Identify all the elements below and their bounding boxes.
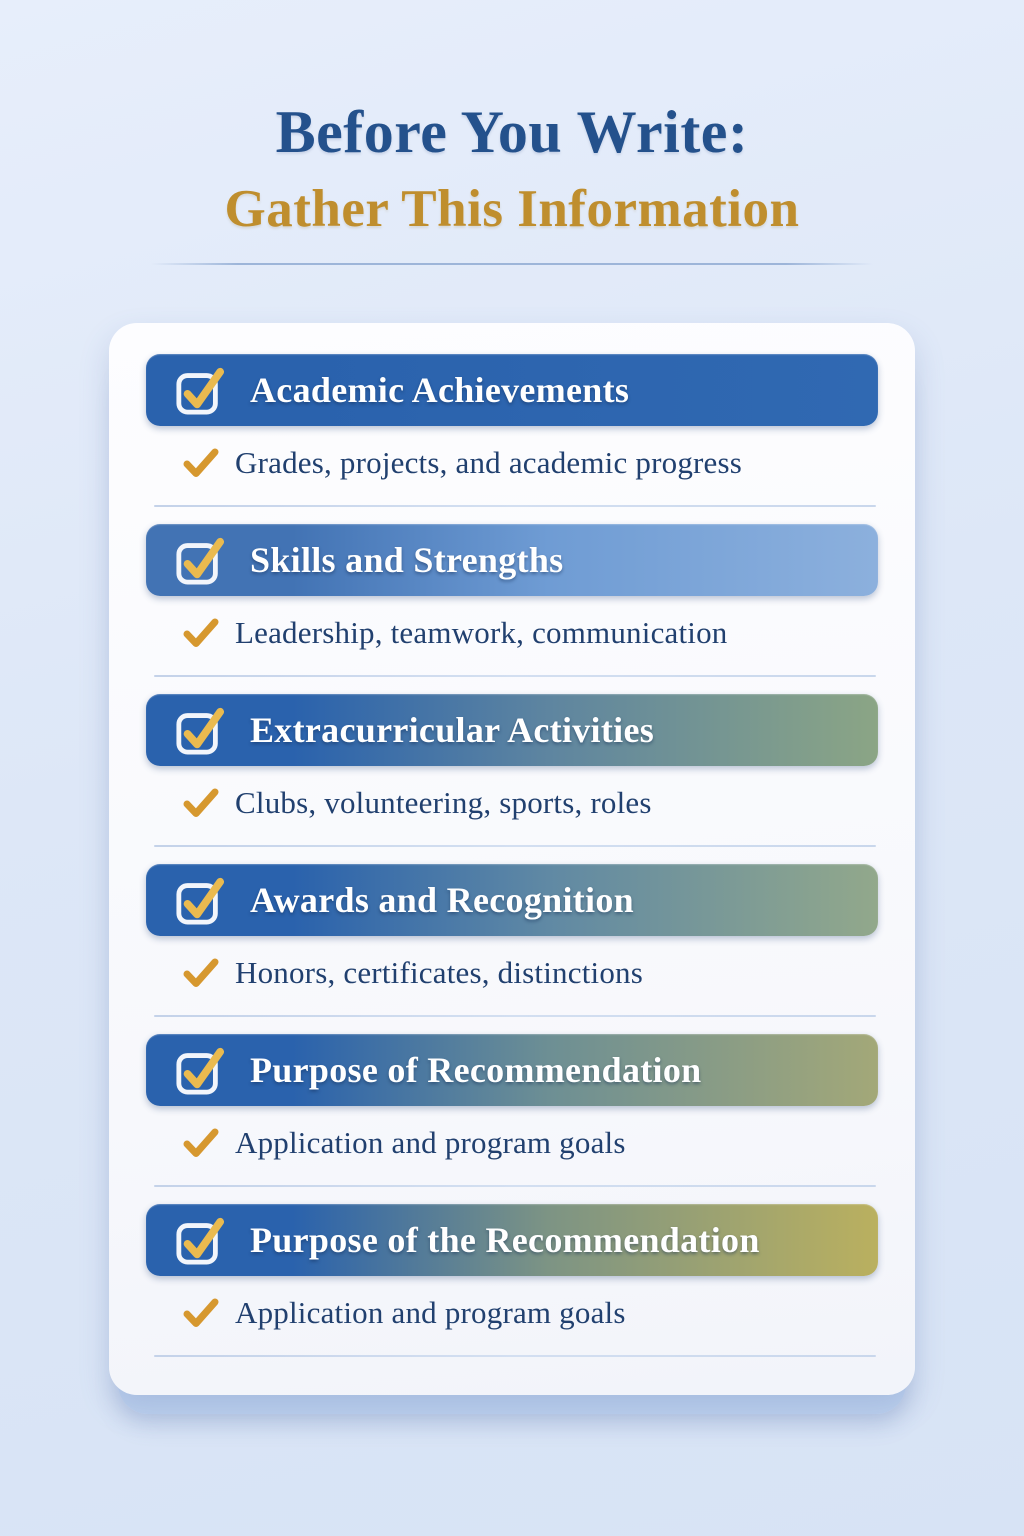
section-title: Extracurricular Activities	[250, 710, 655, 750]
checklist-item	[146, 1204, 878, 1357]
detail-text: Grades, projects, and academic progress	[235, 445, 743, 480]
detail-text: Leadership, teamwork, communication	[235, 615, 728, 650]
row-divider	[154, 675, 876, 677]
detail-row	[146, 955, 878, 991]
section-title: Purpose of the Recommendation	[250, 1220, 760, 1260]
page-subtitle: Gather This Information	[224, 180, 800, 238]
section-title: Skills and Strengths	[250, 540, 564, 580]
check-icon	[183, 618, 219, 648]
checkbox-checked-icon	[175, 533, 225, 587]
section-header-awards-and-recognition	[146, 864, 878, 936]
detail-text: Application and program goals	[235, 1125, 626, 1160]
page-title: Before You Write:	[275, 99, 749, 165]
checkbox-checked-icon	[175, 873, 225, 927]
checklist-item	[146, 694, 878, 847]
checkbox-checked-icon	[175, 1213, 225, 1267]
section-title: Awards and Recognition	[250, 880, 634, 920]
checkbox-checked-icon	[175, 363, 225, 417]
section-title: Purpose of Recommendation	[250, 1050, 702, 1090]
checklist-card	[109, 323, 915, 1395]
detail-row	[146, 785, 878, 821]
check-icon	[183, 1298, 219, 1328]
check-icon	[183, 958, 219, 988]
row-divider	[154, 1185, 876, 1187]
page-header	[0, 0, 1024, 265]
check-icon	[183, 448, 219, 478]
section-header-skills-and-strengths	[146, 524, 878, 596]
row-divider	[154, 1015, 876, 1017]
checklist-item	[146, 864, 878, 1017]
detail-text: Clubs, volunteering, sports, roles	[235, 785, 652, 820]
section-title: Academic Achievements	[250, 370, 630, 410]
row-divider	[154, 505, 876, 507]
section-header-academic-achievements	[146, 354, 878, 426]
section-header-purpose-of-the-recommendation	[146, 1204, 878, 1276]
detail-text: Honors, certificates, distinctions	[235, 955, 643, 990]
title-divider	[151, 263, 873, 265]
check-icon	[183, 788, 219, 818]
detail-row	[146, 1125, 878, 1161]
detail-text: Application and program goals	[235, 1295, 626, 1330]
check-icon	[183, 1128, 219, 1158]
checklist-item	[146, 1034, 878, 1187]
section-header-extracurricular-activities	[146, 694, 878, 766]
checkbox-checked-icon	[175, 703, 225, 757]
checkbox-checked-icon	[175, 1043, 225, 1097]
row-divider	[154, 845, 876, 847]
checklist-item	[146, 524, 878, 677]
row-divider	[154, 1355, 876, 1357]
detail-row	[146, 445, 878, 481]
detail-row	[146, 1295, 878, 1331]
section-header-purpose-of-recommendation	[146, 1034, 878, 1106]
detail-row	[146, 615, 878, 651]
checklist-item	[146, 354, 878, 507]
